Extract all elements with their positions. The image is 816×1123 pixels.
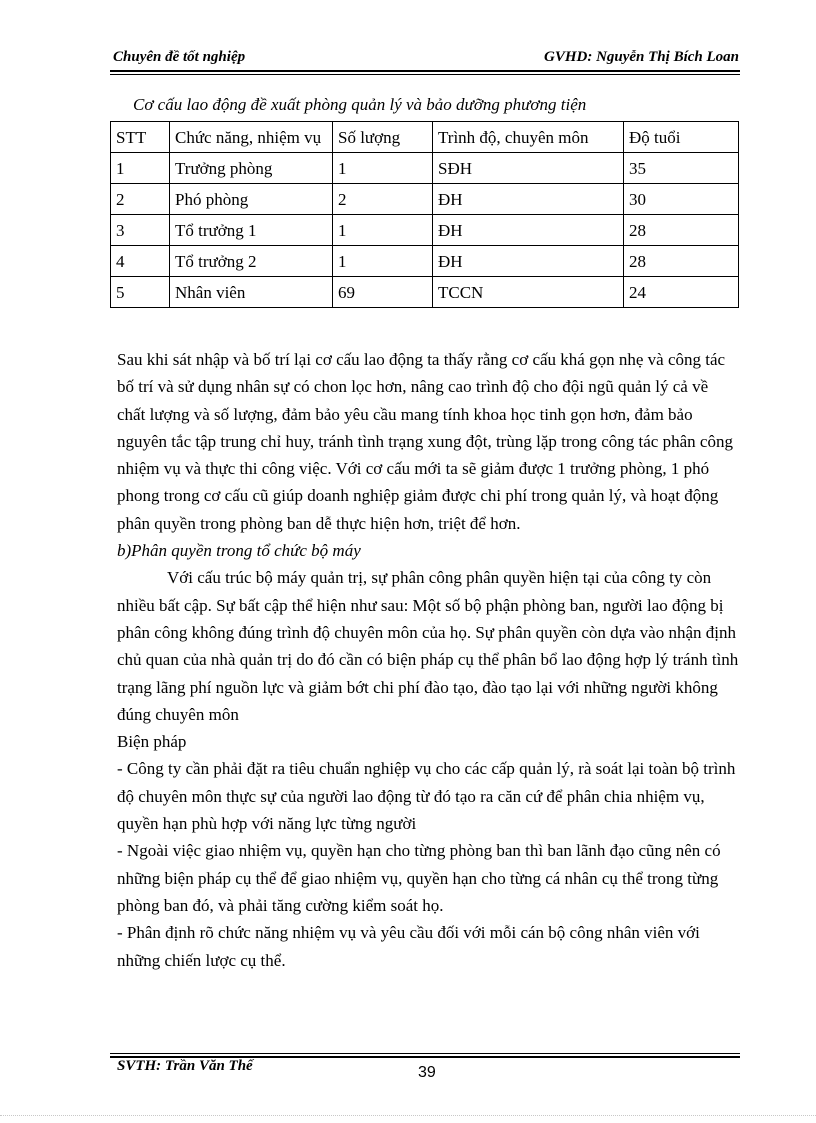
table-cell: Tổ trưởng 1 (170, 215, 333, 246)
header-left-title: Chuyên đề tốt nghiệp (113, 49, 246, 65)
table-cell: 1 (333, 153, 433, 184)
bullet-item: - Công ty cần phải đặt ra tiêu chuẩn nghiệp vụ cho các cấp quản lý, rà soát lại toàn bộ trình độ chuyên môn thực sự của người lao động từ đó tạo ra căn cứ để phân chia nhiệm vụ, quyền hạn phù hợp với năng lực từng người (117, 759, 736, 834)
table-cell: Trưởng phòng (170, 153, 333, 184)
table-row (111, 246, 739, 277)
column-header-stt: STT (111, 122, 170, 153)
table-cell: 2 (333, 184, 433, 215)
table-cell: ĐH (433, 184, 624, 215)
footer-divider-thin (110, 1053, 740, 1054)
paragraph-restructure-summary: Sau khi sát nhập và bố trí lại cơ cấu lao động ta thấy rằng cơ cấu khá gọn nhẹ và công tác bố trí và sử dụng nhân sự có chon lọc hơn, nâng cao trình độ cho đội ngũ quản lý cả về chất lượng và số lượng, đảm bảo yêu cầu mang tính khoa học tinh gọn hơn, đảm bảo nguyên tắc tập trung chỉ huy, tránh tình trạng xung đột, trùng lặp trong công tác phân công nhiệm vụ và thực thi công việc. Với cơ cấu mới ta sẽ giảm được 1 trưởng phòng, 1 phó phong trong cơ cấu cũ giúp doanh nghiệp giảm được chi phí trong quản lý, và hoạt động phân quyền trong phòng ban dễ thực hiện hơn, triệt để hơn. (117, 350, 733, 533)
table-cell: ĐH (433, 215, 624, 246)
table-row (111, 277, 739, 308)
page-number: 39 (418, 1064, 436, 1081)
table-header-row (111, 122, 739, 153)
staff-structure-table (110, 121, 739, 308)
table-cell: 30 (624, 184, 739, 215)
section-subheading: b)Phân quyền trong tổ chức bộ máy (117, 541, 361, 561)
table-row (111, 215, 739, 246)
body-content (117, 346, 739, 974)
table-caption: Cơ cấu lao động đề xuất phòng quản lý và bảo dưỡng phương tiện (133, 95, 587, 114)
table-cell: 24 (624, 277, 739, 308)
table-cell: 28 (624, 246, 739, 277)
table-cell: Tổ trưởng 2 (170, 246, 333, 277)
table-cell: 4 (111, 246, 170, 277)
table-cell: 28 (624, 215, 739, 246)
table-cell: 2 (111, 184, 170, 215)
bullet-item: - Phân định rõ chức năng nhiệm vụ và yêu cầu đối với mỗi cán bộ công nhân viên với những chiến lược cụ thể. (117, 923, 700, 970)
table-cell: Nhân viên (170, 277, 333, 308)
table-cell: 1 (333, 246, 433, 277)
bullet-item: - Ngoài việc giao nhiệm vụ, quyền hạn cho từng phòng ban thì ban lãnh đạo cũng nên có những biện pháp cụ thể để giao nhiệm vụ, quyền hạn cho từng cá nhân cụ thể trong từng phòng ban đó, và phải tăng cường kiểm soát họ. (117, 841, 721, 915)
table-cell: 1 (111, 153, 170, 184)
paragraph-delegation-issues: Với cấu trúc bộ máy quản trị, sự phân công phân quyền hiện tại của công ty còn nhiều bất cập. Sự bất cập thể hiện như sau: Một số bộ phận phòng ban, người lao động bị phân công không đúng trình độ chuyên môn của họ. Sự phân quyền còn dựa vào nhận định chủ quan của nhà quản trị do đó cần có biện pháp cụ thể phân bổ lao động hợp lý tránh tình trạng lãng phí nguồn lực và giảm bớt chi phí đào tạo, đào tạo lại với những người không đúng chuyên môn (117, 568, 739, 724)
footer-student-name: SVTH: Trần Văn Thế (117, 1058, 253, 1074)
table-cell: 3 (111, 215, 170, 246)
table-cell: 69 (333, 277, 433, 308)
table-row (111, 184, 739, 215)
table-cell: Phó phòng (170, 184, 333, 215)
column-header-qualification: Trình độ, chuyên môn (433, 122, 624, 153)
column-header-age: Độ tuổi (624, 122, 739, 153)
column-header-function: Chức năng, nhiệm vụ (170, 122, 333, 153)
table-cell: 35 (624, 153, 739, 184)
header-divider-thin (110, 74, 740, 75)
column-header-quantity: Số lượng (333, 122, 433, 153)
table-cell: TCCN (433, 277, 624, 308)
table-row (111, 153, 739, 184)
page-header (113, 49, 739, 69)
table-cell: 5 (111, 277, 170, 308)
header-advisor: GVHD: Nguyễn Thị Bích Loan (543, 49, 739, 65)
page-bottom-border (0, 1115, 816, 1116)
measures-label: Biện pháp (117, 732, 187, 752)
table-cell: 1 (333, 215, 433, 246)
table-cell: ĐH (433, 246, 624, 277)
table-cell: SĐH (433, 153, 624, 184)
header-divider (110, 70, 740, 72)
